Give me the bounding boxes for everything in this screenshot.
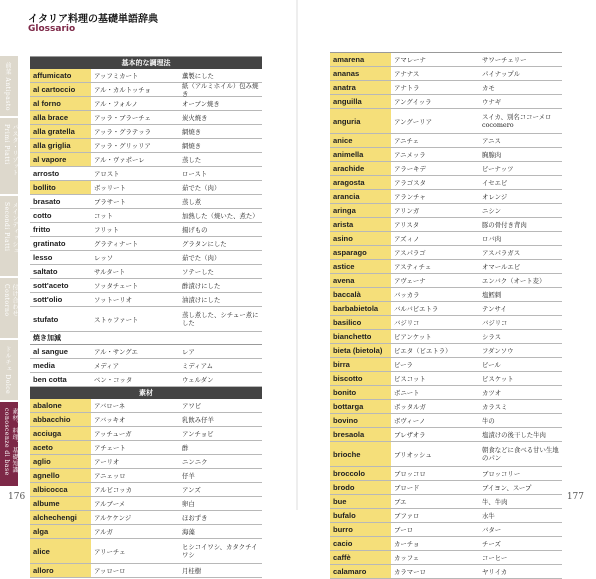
japanese-meaning: オマールエビ (482, 262, 521, 271)
katakana-reading: アナトラ (394, 84, 420, 92)
italian-term: alla gratella (30, 125, 91, 138)
italian-term: cotto (33, 211, 52, 220)
glossary-row (330, 467, 562, 481)
glossary-row (330, 302, 562, 316)
japanese-meaning: イセエビ (482, 178, 508, 187)
glossary-row (330, 162, 562, 176)
side-tab-label: 素材、料理、基礎知識 conoscenze di base (3, 408, 18, 476)
glossary-row (330, 428, 562, 442)
japanese-meaning: アンズ (182, 485, 201, 494)
japanese-meaning: 乳飲み仔羊 (182, 415, 214, 424)
page-number-left: 176 (8, 492, 26, 502)
katakana-reading: アスパラゴ (394, 249, 426, 257)
italian-term: alice (30, 539, 91, 563)
japanese-meaning: フダンソウ (482, 346, 514, 355)
italian-term: sott'olio (33, 295, 63, 304)
glossary-row (30, 413, 262, 427)
katakana-reading: アーリオ (94, 458, 120, 466)
section-heading: 素材 (30, 387, 262, 399)
katakana-reading: アリスタ (394, 221, 420, 229)
japanese-meaning: 網焼き (182, 127, 202, 136)
italian-term: affumicato (30, 69, 91, 82)
italian-term: alla brace (30, 111, 91, 124)
katakana-reading: アリーチェ (94, 547, 126, 556)
italian-term: sott'aceto (33, 281, 69, 290)
italian-term: media (33, 361, 55, 370)
japanese-meaning: ブイヨン、スープ (482, 483, 532, 492)
italian-term: lesso (33, 253, 53, 262)
italian-term: abalone (30, 399, 91, 412)
italian-term: broccolo (330, 467, 391, 480)
italian-term: brioche (330, 442, 391, 466)
italian-term: gratinato (33, 239, 66, 248)
italian-term: asino (330, 232, 391, 245)
glossary-row (30, 345, 262, 359)
japanese-meaning: ニシン (482, 206, 502, 215)
glossary-row (30, 373, 262, 387)
glossary-row (330, 565, 562, 579)
japanese-meaning: ミディアム (182, 361, 213, 370)
katakana-reading: ブエ (394, 498, 407, 506)
katakana-reading: カッフェ (394, 554, 420, 562)
japanese-meaning: オーブン焼き (182, 99, 220, 108)
katakana-reading: メディア (94, 362, 120, 370)
page-subtitle: Glossario (28, 24, 76, 34)
left-page (0, 0, 298, 575)
italian-term: bianchetto (330, 330, 391, 343)
italian-term: barbabietola (330, 302, 391, 315)
glossary-row (330, 232, 562, 246)
side-tab-label: 前菜 Antipasto (4, 62, 11, 111)
japanese-meaning: 薫製にした (182, 71, 214, 80)
glossary-row (330, 204, 562, 218)
japanese-meaning: カラスミ (482, 402, 508, 411)
katakana-reading: アマレーナ (394, 56, 426, 64)
glossary-row (30, 195, 262, 209)
japanese-meaning: バター (482, 525, 502, 534)
glossary-row (330, 400, 562, 414)
glossary-row (30, 455, 262, 469)
japanese-meaning: グラタンにした (182, 239, 227, 248)
katakana-reading: アル・サングエ (94, 348, 138, 356)
japanese-meaning: 卵白 (182, 499, 195, 508)
italian-term: arista (330, 218, 391, 231)
glossary-row (30, 181, 262, 195)
italian-term: caffè (330, 551, 391, 564)
japanese-meaning: ほおずき (182, 513, 208, 522)
katakana-reading: アラーキデ (394, 165, 426, 173)
glossary-row (330, 495, 562, 509)
japanese-meaning: レア (182, 347, 195, 356)
glossary-row (330, 260, 562, 274)
italian-term: al cartoccio (30, 83, 91, 96)
italian-term: arancia (330, 190, 391, 203)
glossary-row (330, 481, 562, 495)
side-tab-5 (0, 340, 18, 402)
page-number-right: 177 (566, 492, 584, 502)
glossary-row (330, 288, 562, 302)
katakana-reading: アロスト (94, 170, 120, 178)
glossary-row (30, 279, 262, 293)
japanese-meaning: パイナップル (482, 69, 520, 78)
italian-term: birra (330, 358, 391, 371)
katakana-reading: ボヴィーノ (394, 417, 426, 425)
glossary-row (30, 483, 262, 497)
katakana-reading: ビアンケット (394, 333, 432, 341)
italian-term: bufalo (330, 509, 391, 522)
glossary-row (30, 399, 262, 413)
katakana-reading: サルタート (94, 268, 126, 276)
glossary-row (30, 539, 262, 564)
japanese-meaning: 蒸し煮 (182, 197, 202, 206)
katakana-reading: ビーラ (394, 361, 413, 369)
glossary-row (30, 237, 262, 251)
glossary-row (30, 209, 262, 223)
japanese-meaning: スイカ、別名ココーメロ cocomero (482, 113, 552, 129)
italian-term: anatra (330, 81, 391, 94)
katakana-reading: アランチャ (394, 193, 426, 201)
katakana-reading: アングイッラ (394, 98, 432, 106)
glossary-row (30, 359, 262, 373)
katakana-reading: アル・ヴァポーレ (94, 156, 145, 164)
japanese-meaning: 紙（アルミホイル）包み焼き (182, 81, 259, 98)
japanese-meaning: サワーチェリー (482, 55, 527, 64)
glossary-row (330, 414, 562, 428)
italian-term: albume (30, 497, 91, 510)
katakana-reading: アルブーメ (94, 500, 126, 508)
glossary-row (330, 358, 562, 372)
glossary-row (30, 469, 262, 483)
italian-term: alloro (30, 564, 91, 577)
katakana-reading: ブファロ (394, 512, 420, 520)
italian-term: calamaro (330, 565, 391, 578)
japanese-meaning: ヒシコイワシ、カタクチイワシ (182, 543, 258, 559)
katakana-reading: アルケケンジ (94, 514, 132, 522)
japanese-meaning: アニス (482, 136, 501, 145)
katakana-reading: アッチューガ (94, 430, 132, 438)
glossary-row (30, 293, 262, 307)
katakana-reading: アニェッロ (94, 472, 126, 480)
japanese-meaning: シラス (482, 332, 501, 341)
italian-term: alchechengi (30, 511, 91, 524)
italian-term: burro (330, 523, 391, 536)
italian-term: basilico (330, 316, 391, 329)
glossary-row (330, 148, 562, 162)
italian-term: astice (330, 260, 391, 273)
glossary-row (330, 67, 562, 81)
japanese-meaning: 牛の (482, 416, 495, 425)
japanese-meaning: ブロッコリー (482, 469, 521, 478)
side-tab-2 (0, 118, 18, 196)
italian-term: alga (30, 525, 91, 538)
glossary-row (30, 153, 262, 167)
italian-term: agnello (30, 469, 91, 482)
italian-term: bonito (330, 386, 391, 399)
glossary-row (30, 97, 262, 111)
side-tab-label: パスタ・リゾット Primi Piatti (3, 124, 18, 176)
glossary-row (30, 223, 262, 237)
italian-term: biscotto (330, 372, 391, 385)
italian-term: amarena (330, 53, 391, 66)
katakana-reading: ブロッコロ (394, 470, 426, 478)
japanese-meaning: 茹でた（肉） (182, 183, 221, 192)
glossary-row (30, 83, 262, 97)
italian-term: animella (330, 148, 391, 161)
side-tab-4 (0, 278, 18, 340)
katakana-reading: フリット (94, 226, 120, 234)
italian-term: avena (330, 274, 391, 287)
japanese-meaning: 炭火焼き (182, 113, 208, 122)
glossary-row (330, 442, 562, 467)
glossary-row (30, 525, 262, 539)
glossary-table-left (30, 56, 262, 578)
katakana-reading: アルガ (94, 528, 113, 536)
katakana-reading: アナナス (394, 70, 420, 78)
japanese-meaning: カツオ (482, 388, 502, 397)
katakana-reading: アズィノ (394, 235, 420, 243)
glossary-row (330, 330, 562, 344)
glossary-row (330, 386, 562, 400)
side-tab-label: ドルチェ Dolce (4, 346, 11, 395)
glossary-row (330, 109, 562, 134)
italian-term: al vapore (30, 153, 91, 166)
glossary-row (330, 274, 562, 288)
italian-term: bieta (bietola) (330, 344, 391, 357)
katakana-reading: アングーリア (394, 117, 432, 126)
japanese-meaning: 茹でた（肉） (182, 253, 221, 262)
italian-term: bollito (30, 181, 91, 194)
glossary-row (330, 134, 562, 148)
japanese-meaning: 牛、牛肉 (482, 497, 508, 506)
katakana-reading: コット (94, 212, 114, 220)
italian-term: abbacchio (30, 413, 91, 426)
glossary-row (330, 53, 562, 67)
glossary-table-right (330, 52, 562, 579)
katakana-reading: アバッキオ (94, 416, 126, 424)
side-tab-6 (0, 402, 18, 488)
japanese-meaning: 揚げもの (182, 225, 208, 234)
japanese-meaning: 油漬けにした (182, 295, 221, 304)
katakana-reading: レッソ (94, 254, 114, 262)
italian-term: alla griglia (30, 139, 91, 152)
katakana-reading: アヴェーナ (394, 277, 426, 285)
japanese-meaning: テンサイ (482, 304, 507, 313)
katakana-reading: アル・フォルノ (94, 100, 138, 108)
katakana-reading: アル・カルトッチョ (94, 86, 151, 94)
katakana-reading: ブーロ (394, 526, 413, 534)
katakana-reading: ボッタルガ (394, 403, 426, 411)
page-title: イタリア料理の基礎単語辞典 (28, 14, 158, 25)
italian-term: ananas (330, 67, 391, 80)
katakana-reading: バッカラ (394, 291, 420, 299)
glossary-row (30, 307, 262, 332)
katakana-reading: アッフミカート (94, 72, 139, 80)
japanese-meaning: 胸腺肉 (482, 150, 502, 159)
glossary-row (30, 497, 262, 511)
katakana-reading: アニチェ (394, 137, 420, 145)
italian-term: ben cotta (33, 375, 67, 384)
glossary-row (30, 427, 262, 441)
italian-term: saltato (33, 267, 58, 276)
japanese-meaning: バジリコ (482, 318, 508, 327)
katakana-reading: グラティナート (94, 240, 139, 248)
japanese-meaning: ピーナッツ (482, 164, 514, 173)
katakana-reading: ブロード (394, 484, 420, 492)
japanese-meaning: 塩鱈刺 (482, 290, 502, 299)
katakana-reading: カラマーロ (394, 568, 426, 576)
right-page (298, 0, 596, 576)
italian-term: arachide (330, 162, 391, 175)
japanese-meaning: チーズ (482, 539, 501, 548)
japanese-meaning: ビスケット (482, 374, 514, 383)
italian-term: bresaola (330, 428, 391, 441)
japanese-meaning: 酢 (182, 443, 189, 452)
katakana-reading: ソッタチェート (94, 282, 139, 290)
italian-term: aceto (30, 441, 91, 454)
japanese-meaning: ウナギ (482, 97, 502, 106)
section-heading: 基本的な調理法 (30, 57, 262, 69)
japanese-meaning: 網焼き (182, 141, 202, 150)
japanese-meaning: アスパラガス (482, 248, 521, 257)
glossary-row (330, 81, 562, 95)
italian-term: anguria (330, 109, 391, 133)
katakana-reading: カーチョ (394, 540, 420, 548)
japanese-meaning: 豚の骨付き背肉 (482, 220, 527, 229)
italian-term: anice (330, 134, 391, 147)
katakana-reading: アバローネ (94, 402, 126, 410)
italian-term: asparago (330, 246, 391, 259)
italian-term: arrosto (33, 169, 60, 178)
glossary-row (30, 111, 262, 125)
japanese-meaning: エンバク（オート麦） (482, 276, 546, 285)
side-tab-label: 付け合わせ Contorno (3, 284, 18, 317)
side-tab-1 (0, 56, 18, 118)
glossary-row (30, 511, 262, 525)
katakana-reading: アッラ・ブラーチェ (94, 114, 151, 122)
katakana-reading: ベン・コッタ (94, 376, 133, 384)
side-tab-label: メインディッシュ Secondi Piatti (3, 202, 18, 254)
japanese-meaning: オレンジ (482, 192, 508, 201)
glossary-row (30, 139, 262, 153)
italian-term: aragosta (330, 176, 391, 189)
glossary-row (330, 316, 562, 330)
katakana-reading: ボッリート (94, 184, 126, 192)
katakana-reading: ボニート (394, 389, 420, 397)
italian-term: fritto (33, 225, 51, 234)
glossary-row (330, 537, 562, 551)
japanese-meaning: 月桂樹 (182, 566, 202, 575)
italian-term: anguilla (330, 95, 391, 108)
japanese-meaning: アワビ (182, 401, 202, 410)
italian-term: acciuga (30, 427, 91, 440)
glossary-row (30, 265, 262, 279)
japanese-meaning: コーヒー (482, 553, 508, 562)
katakana-reading: ソットーリオ (94, 296, 132, 304)
glossary-row (30, 251, 262, 265)
katakana-reading: ブリオッシュ (394, 450, 432, 459)
italian-term: bue (330, 495, 391, 508)
katakana-reading: アルビコッカ (94, 486, 132, 494)
japanese-meaning: ヤリイカ (482, 567, 508, 576)
italian-term: al forno (30, 97, 91, 110)
glossary-row (330, 246, 562, 260)
subsection-heading: 焼き加減 (30, 332, 262, 345)
katakana-reading: ビエタ（ビエトラ） (394, 347, 452, 355)
italian-term: al sangue (33, 347, 69, 356)
japanese-meaning: 加熱した（焼いた、煮た） (182, 211, 259, 220)
katakana-reading: アッラ・グリッリア (94, 142, 151, 150)
katakana-reading: ストゥファート (94, 315, 139, 324)
glossary-row (330, 509, 562, 523)
italian-term: aglio (30, 455, 91, 468)
japanese-meaning: カモ (482, 83, 495, 92)
japanese-meaning: 塩漬けの後干した牛肉 (482, 430, 546, 439)
glossary-row (330, 551, 562, 565)
japanese-meaning: ソテーした (182, 267, 214, 276)
glossary-row (330, 176, 562, 190)
katakana-reading: アスティチェ (394, 263, 432, 271)
katakana-reading: ビスコット (394, 375, 426, 383)
katakana-reading: バジリコ (394, 319, 420, 327)
italian-term: bovino (330, 414, 391, 427)
italian-term: brasato (33, 197, 61, 206)
japanese-meaning: 酢漬けにした (182, 281, 221, 290)
italian-term: bottarga (330, 400, 391, 413)
japanese-meaning: 朝食などに食べる甘い生地のパン (482, 446, 559, 462)
glossary-row (330, 95, 562, 109)
italian-term: cacio (330, 537, 391, 550)
japanese-meaning: 蒸し煮した、シチュー煮にした (182, 311, 259, 327)
japanese-meaning: ロバ肉 (482, 234, 502, 243)
glossary-row (30, 441, 262, 455)
japanese-meaning: ウェルダン (182, 375, 214, 384)
glossary-row (330, 218, 562, 232)
glossary-row (330, 190, 562, 204)
japanese-meaning: 蒸した (182, 155, 202, 164)
glossary-row (30, 167, 262, 181)
katakana-reading: アッローロ (94, 567, 126, 575)
italian-term: aringa (330, 204, 391, 217)
italian-term: baccalà (330, 288, 391, 301)
katakana-reading: ブラサート (94, 198, 126, 206)
japanese-meaning: アンチョビ (182, 429, 214, 438)
japanese-meaning: 水牛 (482, 511, 495, 520)
japanese-meaning: 海藻 (182, 527, 195, 536)
glossary-row (330, 372, 562, 386)
japanese-meaning: ニンニク (182, 457, 208, 466)
glossary-row (30, 125, 262, 139)
katakana-reading: アラゴスタ (394, 179, 426, 187)
katakana-reading: バルバビエトラ (394, 305, 439, 313)
katakana-reading: アチェート (94, 444, 126, 452)
glossary-row (330, 523, 562, 537)
japanese-meaning: 仔羊 (182, 471, 195, 480)
section-index-tabs (0, 56, 18, 486)
katakana-reading: ブレザオラ (394, 431, 426, 439)
glossary-row (330, 344, 562, 358)
katakana-reading: アニメッラ (394, 151, 426, 159)
katakana-reading: アッラ・グラテッラ (94, 128, 152, 136)
katakana-reading: アリンガ (394, 207, 420, 215)
italian-term: albicocca (30, 483, 91, 496)
japanese-meaning: ビール (482, 360, 501, 369)
italian-term: stufato (33, 314, 59, 324)
glossary-row (30, 564, 262, 578)
side-tab-3 (0, 196, 18, 278)
japanese-meaning: ロースト (182, 169, 208, 178)
italian-term: brodo (330, 481, 391, 494)
